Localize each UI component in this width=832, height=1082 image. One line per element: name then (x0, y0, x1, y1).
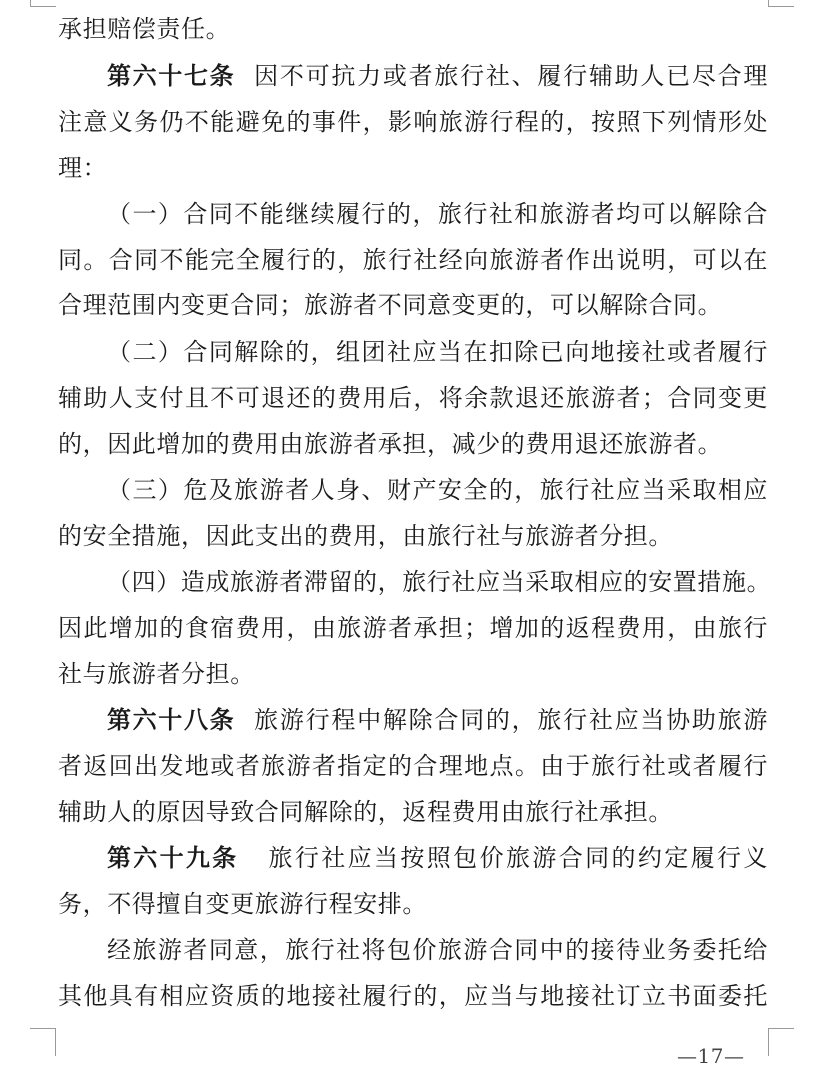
text-line: 同。合同不能完全履行的，旅行社经向旅游者作出说明，可以在 (58, 246, 768, 274)
article-heading: 第六十七条 (107, 62, 236, 90)
text-line: 因此增加的食宿费用，由旅游者承担；增加的返程费用，由旅行 (58, 614, 768, 642)
article-heading: 第六十八条 (107, 706, 236, 734)
text-line: （三）危及旅游者人身、财产安全的，旅行社应当采取相应 (107, 476, 768, 504)
text-line: 社与旅游者分担。 (58, 660, 255, 688)
article-text: 旅行社应当按照包价旅游合同的约定履行义 (268, 844, 769, 872)
text-line: 的安全措施，因此支出的费用，由旅行社与旅游者分担。 (58, 522, 673, 550)
crop-mark (55, 1028, 56, 1056)
article-text: 旅游行程中解除合同的，旅行社应当协助旅游 (254, 706, 769, 734)
crop-mark (768, 6, 794, 7)
text-line: 注意义务仍不能避免的事件，影响旅游行程的，按照下列情形处 (58, 108, 768, 136)
text-line: 务，不得擅自变更旅游行程安排。 (58, 890, 427, 918)
text-line: （四）造成旅游者滞留的，旅行社应当采取相应的安置措施。 (107, 568, 772, 596)
article-68-line (107, 708, 768, 732)
page-number: —17— (677, 1044, 745, 1068)
text-line: 经旅游者同意，旅行社将包价旅游合同中的接待业务委托给 (107, 936, 768, 964)
article-text: 因不可抗力或者旅行社、履行辅助人已尽合理 (254, 62, 769, 90)
text-line: 合理范围内变更合同；旅游者不同意变更的，可以解除合同。 (58, 291, 723, 319)
crop-mark (30, 6, 56, 7)
text-line: 承担赔偿责任。 (58, 15, 231, 43)
crop-mark (768, 1028, 794, 1029)
text-line: （二）合同解除的，组团社应当在扣除已向地接社或者履行 (107, 338, 768, 366)
text-line: 理： (58, 154, 108, 182)
text-line: 辅助人支付且不可退还的费用后，将余款退还旅游者；合同变更 (58, 384, 768, 412)
text-line: 其他具有相应资质的地接社履行的，应当与地接社订立书面委托 (58, 982, 768, 1010)
crop-mark (30, 1028, 56, 1029)
article-67-line (107, 64, 768, 88)
text-line: 者返回出发地或者旅游者指定的合理地点。由于旅行社或者履行 (58, 752, 768, 780)
text-line: 辅助人的原因导致合同解除的，返程费用由旅行社承担。 (58, 798, 673, 826)
text-line: 的，因此增加的费用由旅游者承担，减少的费用退还旅游者。 (58, 430, 723, 458)
crop-mark (768, 1028, 769, 1056)
article-69-line (107, 846, 768, 870)
article-heading: 第六十九条 (107, 844, 239, 872)
text-line: （一）合同不能继续履行的，旅行社和旅游者均可以解除合 (107, 200, 768, 228)
